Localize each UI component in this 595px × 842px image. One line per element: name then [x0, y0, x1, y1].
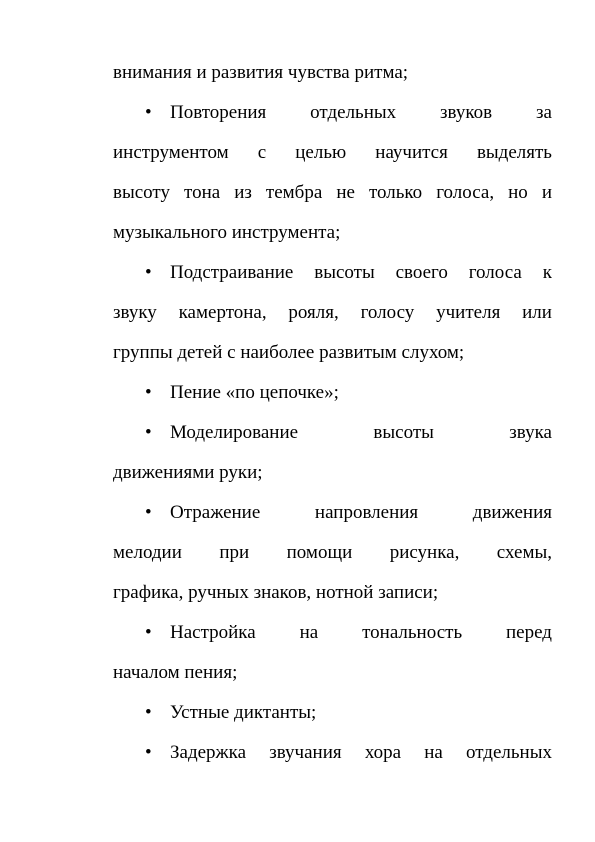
word: при — [219, 542, 250, 563]
word: за — [536, 102, 552, 123]
text-line — [113, 142, 552, 164]
text-line — [113, 662, 237, 684]
bullet-marker: • — [145, 502, 152, 523]
word: помощи — [286, 542, 353, 563]
word: звуков — [440, 102, 493, 123]
text-line — [113, 222, 340, 244]
word: тона — [184, 182, 221, 203]
word: схемы, — [496, 542, 552, 563]
word: целью — [295, 142, 347, 163]
word: мелодии — [113, 542, 182, 563]
word: выделять — [476, 142, 552, 163]
bullet-item-line — [170, 742, 552, 764]
text-segment: Устные диктанты; — [170, 702, 317, 723]
word: на — [424, 742, 443, 763]
word: хора — [364, 742, 402, 763]
word: своего — [395, 262, 448, 283]
word: или — [522, 302, 552, 323]
word: на — [299, 622, 319, 643]
word: движения — [472, 502, 552, 523]
text-segment: музыкального инструмента; — [113, 222, 341, 243]
word: камертона, — [178, 302, 267, 323]
word: Отражение — [170, 502, 261, 523]
word: Подстраивание — [170, 262, 294, 283]
word: Моделирование — [170, 422, 299, 443]
bullet-marker: • — [145, 622, 152, 643]
word: из — [234, 182, 252, 203]
text-segment: движениями руки; — [113, 462, 263, 483]
word: рисунка, — [389, 542, 460, 563]
bullet-item-line — [170, 422, 552, 444]
word: научится — [375, 142, 448, 163]
bullet-marker: • — [145, 702, 152, 723]
word: инструментом — [113, 142, 229, 163]
word: высоты — [373, 422, 434, 443]
word: высоту — [113, 182, 170, 203]
bullet-marker: • — [145, 102, 152, 123]
word: рояля, — [288, 302, 339, 323]
word: тембра — [265, 182, 323, 203]
bullet-item-line — [170, 622, 552, 644]
text-segment: графика, ручных знаков, нотной записи; — [113, 582, 439, 603]
word: высоты — [314, 262, 375, 283]
word: голосу — [360, 302, 415, 323]
text-line — [113, 582, 438, 604]
word: напровления — [314, 502, 419, 523]
word: тональность — [362, 622, 463, 643]
word: к — [542, 262, 552, 283]
bullet-marker: • — [145, 422, 152, 443]
bullet-marker: • — [145, 382, 152, 403]
word: звука — [509, 422, 552, 443]
word: и — [541, 182, 552, 203]
word: голоса, — [436, 182, 495, 203]
text-line — [113, 342, 464, 364]
word: но — [508, 182, 528, 203]
word: Задержка — [170, 742, 247, 763]
bullet-marker: • — [145, 742, 152, 763]
bullet-item-line — [170, 382, 339, 404]
word: отдельных — [465, 742, 552, 763]
text-segment: началом пения; — [113, 662, 238, 683]
word: отдельных — [310, 102, 397, 123]
word: Повторения — [170, 102, 267, 123]
word: не — [336, 182, 355, 203]
word: с — [257, 142, 267, 163]
text-line — [113, 542, 552, 564]
bullet-item-line — [170, 702, 316, 724]
word: перед — [506, 622, 552, 643]
word: Настройка — [170, 622, 256, 643]
text-segment: Пение «по цепочке»; — [170, 382, 339, 403]
text-line — [113, 302, 552, 324]
text-line — [113, 462, 263, 484]
word: голоса — [468, 262, 522, 283]
word: только — [368, 182, 423, 203]
text-segment: группы детей с наиболее развитым слухом; — [113, 342, 465, 363]
word: звуку — [113, 302, 157, 323]
bullet-item-line — [170, 262, 552, 284]
text-segment: внимания и развития чувства ритма; — [113, 62, 409, 83]
word: учителя — [436, 302, 501, 323]
word: звучания — [269, 742, 342, 763]
text-line — [113, 62, 408, 84]
bullet-item-line — [170, 102, 552, 124]
bullet-marker: • — [145, 262, 152, 283]
bullet-item-line — [170, 502, 552, 524]
text-line — [113, 182, 552, 204]
